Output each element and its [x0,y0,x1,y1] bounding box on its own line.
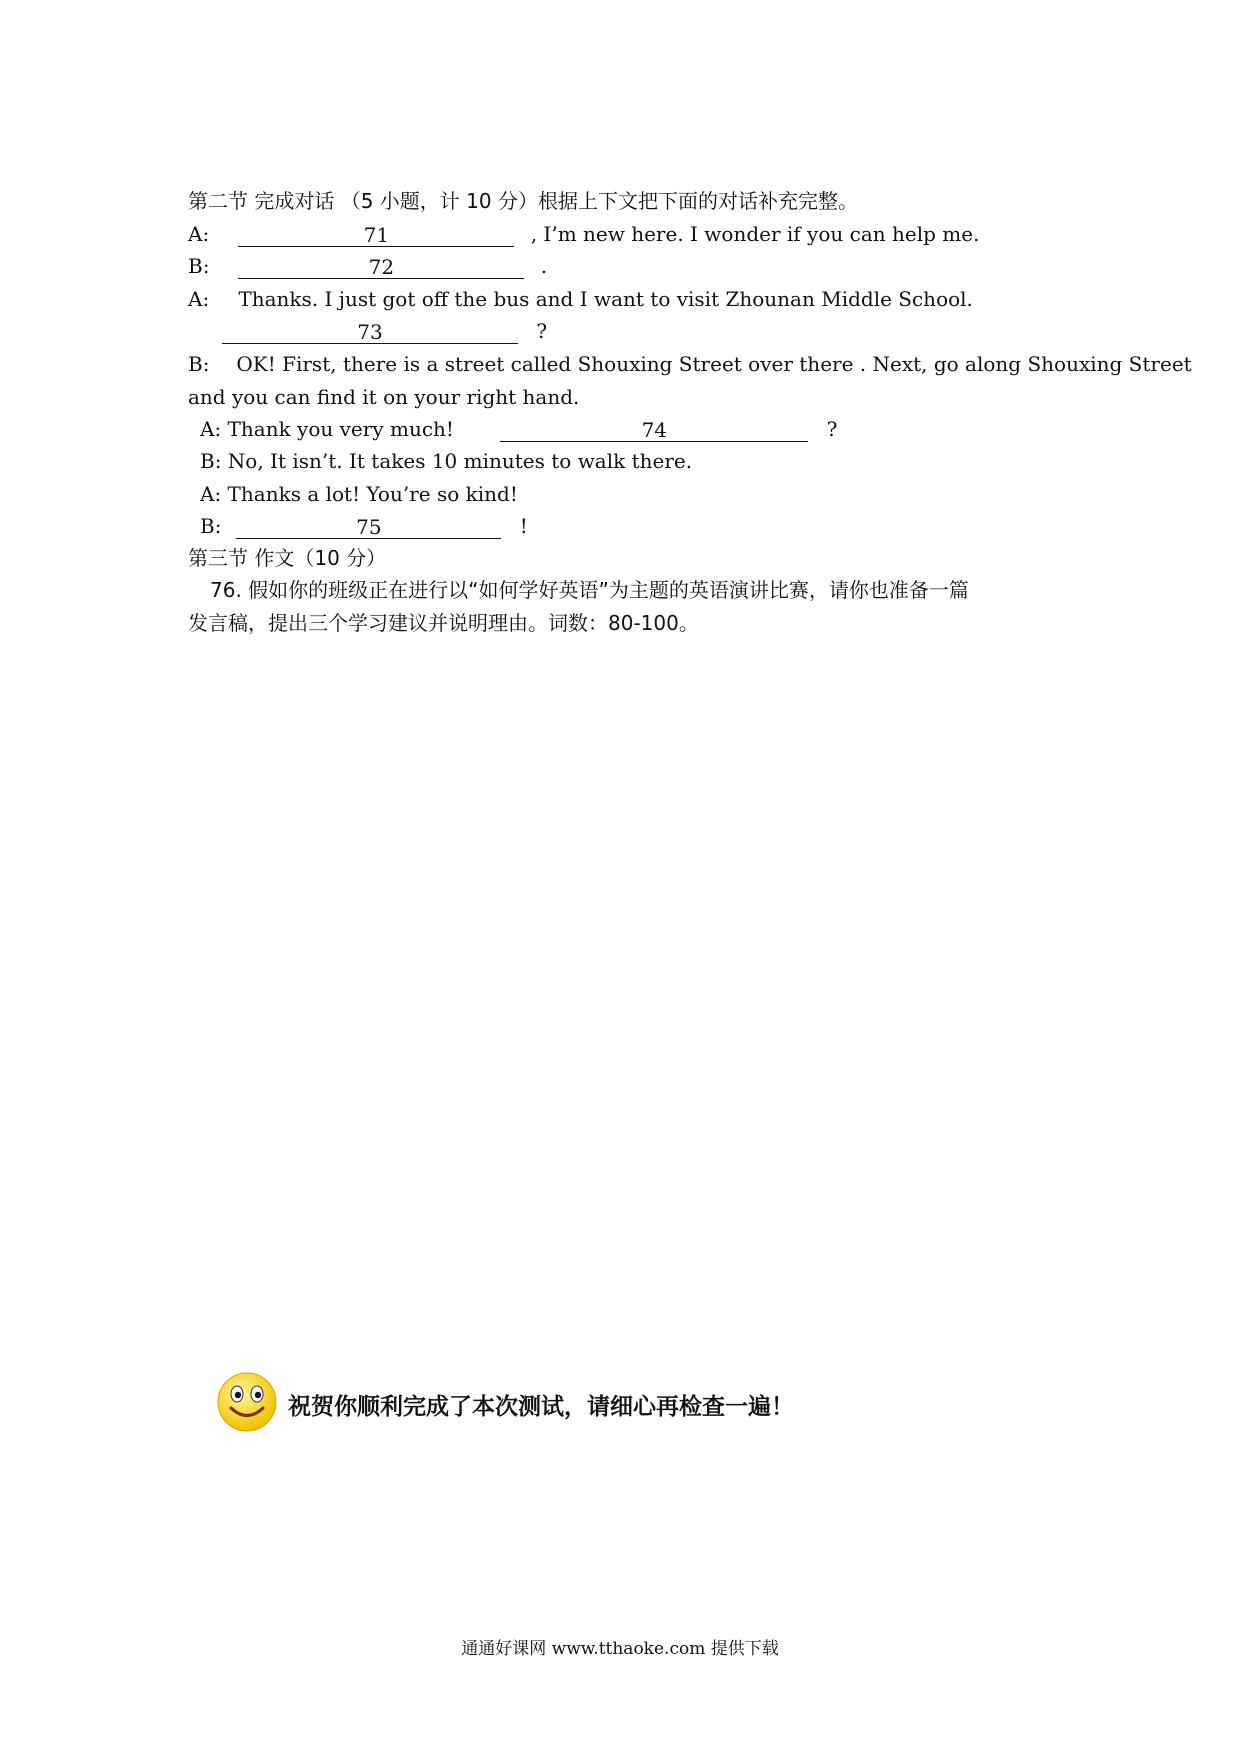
answer-blank-73[interactable]: 73 [222,319,518,344]
writing-prompt-line-2: 发言稿，提出三个学习建议并说明理由。词数：80-100。 [188,611,699,635]
answer-blank-71[interactable]: 71 [238,222,514,247]
line-text: ? [826,417,838,441]
writing-prompt-line-1: 76. 假如你的班级正在进行以“如何学好英语”为主题的英语演讲比赛，请你也准备一篇 [210,578,969,602]
smiley-face-icon [216,1371,278,1433]
dialogue-line-5 [188,351,1192,377]
speaker-label: B: [200,449,222,473]
speaker-label: A: [188,222,210,246]
dialogue-line-6: and you can find it on your right hand. [188,385,580,409]
dialogue-line-72 [188,253,547,279]
speaker-label: B: [188,352,210,376]
line-text: Thanks a lot! You’re so kind! [227,482,518,506]
answer-blank-72[interactable]: 72 [238,254,524,279]
dialogue-line-74 [200,416,837,442]
section3-heading: 第三节 作文（10 分） [188,546,387,570]
speaker-label: B: [200,514,222,538]
line-text: OK! First, there is a street called Shouxing Street over there . Next, go along Shouxing Street [236,352,1192,376]
dialogue-line-9 [200,481,518,507]
line-text: ! [519,514,528,538]
dialogue-line-3 [188,286,973,312]
closing-message: 祝贺你顺利完成了本次测试，请细心再检查一遍！ [288,1394,794,1420]
speaker-label: A: [200,417,222,441]
line-text: Thank you very much! [227,417,454,441]
answer-blank-75[interactable]: 75 [236,514,501,539]
section2-heading: 第二节 完成对话 （5 小题，计 10 分）根据上下文把下面的对话补充完整。 [188,189,858,213]
line-text: No, It isn’t. It takes 10 minutes to walk there. [227,449,693,473]
speaker-label: A: [188,287,210,311]
dialogue-line-73 [222,318,547,344]
speaker-label: A: [200,482,222,506]
footer-credit: 通通好课网 www.tthaoke.com 提供下载 [461,1639,779,1659]
answer-blank-74[interactable]: 74 [500,417,808,442]
line-text: . [540,254,548,278]
dialogue-line-8 [200,448,692,474]
dialogue-line-75 [200,513,528,539]
line-text: , I’m new here. I wonder if you can help me. [530,222,980,246]
line-text: Thanks. I just got off the bus and I want to visit Zhounan Middle School. [238,287,973,311]
speaker-label: B: [188,254,210,278]
line-text: ? [536,319,548,343]
dialogue-line-71 [188,221,979,247]
